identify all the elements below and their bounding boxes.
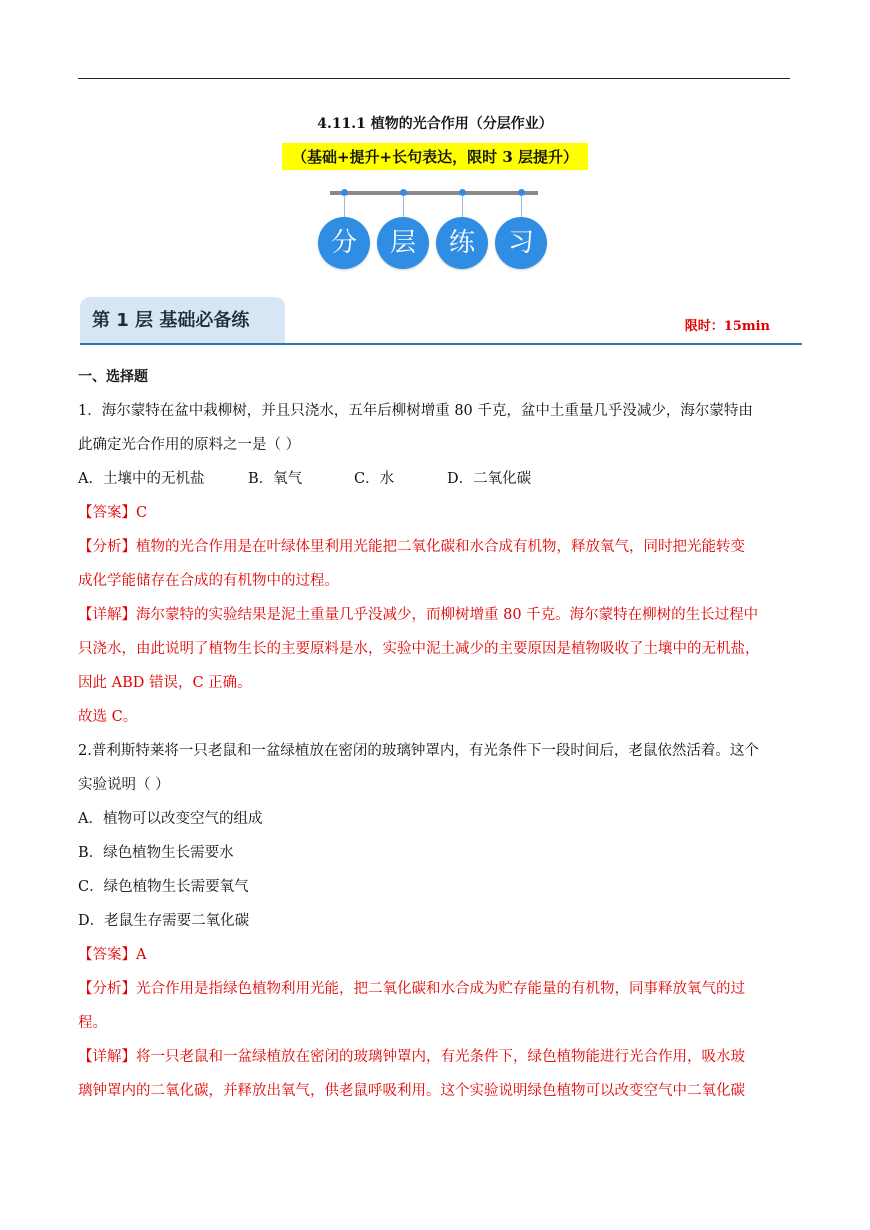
q2-stem: 2.普利斯特莱将一只老鼠和一盆绿植放在密闭的玻璃钟罩内，有光条件下一段时间后，老鼠依然活着。这个	[78, 743, 759, 759]
banner-char: 层	[377, 217, 429, 269]
q1-stem: 此确定光合作用的原料之一是（ ）	[78, 437, 301, 453]
banner-char: 练	[436, 217, 488, 269]
practice-banner	[318, 187, 552, 277]
page-title: 4.11.1 植物的光合作用（分层作业）	[317, 116, 553, 132]
q2-detail: 【详解】将一只老鼠和一盆绿植放在密闭的玻璃钟罩内，有光条件下，绿色植物能进行光合作用，吸水玻	[78, 1049, 745, 1065]
page-subtitle: （基础+提升+长句表达，限时 3 层提升）	[282, 143, 588, 170]
banner-line	[521, 195, 522, 219]
subtitle-wrap	[0, 143, 870, 170]
q2-option: C．绿色植物生长需要氧气	[78, 879, 249, 895]
level-rule	[80, 343, 802, 345]
q1-option: D．二氧化碳	[447, 471, 532, 487]
q2-detail: 璃钟罩内的二氧化碳，并释放出氧气，供老鼠呼吸利用。这个实验说明绿色植物可以改变空气中二氧化碳	[78, 1083, 745, 1099]
section-title: 一、选择题	[78, 369, 148, 385]
q2-stem: 实验说明（ ）	[78, 777, 170, 793]
banner-line	[344, 195, 345, 219]
q1-conclusion: 故选 C。	[78, 709, 138, 725]
q2-option: A．植物可以改变空气的组成	[78, 811, 263, 827]
q1-options	[78, 462, 794, 496]
time-limit: 限时：15min	[684, 319, 770, 334]
q1-answer: 【答案】C	[78, 505, 148, 521]
level-header	[80, 297, 802, 347]
q1-option: B．氧气	[248, 471, 303, 487]
banner-char: 习	[495, 217, 547, 269]
q1-option: C．水	[354, 471, 395, 487]
question-content	[78, 360, 794, 1108]
header-rule	[78, 78, 790, 79]
banner-bar	[330, 191, 538, 195]
q2-analysis: 【分析】光合作用是指绿色植物利用光能，把二氧化碳和水合成为贮存能量的有机物，同事释放氧气的过	[78, 981, 745, 997]
level-title: 第 1 层 基础必备练	[80, 297, 285, 343]
q1-analysis: 成化学能储存在合成的有机物中的过程。	[78, 573, 339, 589]
q1-detail: 只浇水，由此说明了植物生长的主要原料是水，实验中泥土减少的主要原因是植物吸收了土壤中的无机盐，	[78, 641, 760, 657]
banner-line	[403, 195, 404, 219]
q1-option: A．土壤中的无机盐	[78, 471, 205, 487]
q1-analysis: 【分析】植物的光合作用是在叶绿体里利用光能把二氧化碳和水合成有机物，释放氧气，同时把光能转变	[78, 539, 745, 555]
q2-analysis: 程。	[78, 1015, 107, 1031]
q1-detail: 【详解】海尔蒙特的实验结果是泥土重量几乎没减少，而柳树增重 80 千克。海尔蒙特在柳树的生长过程中	[78, 607, 759, 623]
q2-option: D．老鼠生存需要二氧化碳	[78, 913, 250, 929]
banner-char: 分	[318, 217, 370, 269]
q2-answer: 【答案】A	[78, 947, 147, 963]
q1-stem: 1．海尔蒙特在盆中栽柳树，并且只浇水，五年后柳树增重 80 千克，盆中土重量几乎没减少，海尔蒙特由	[78, 403, 753, 419]
banner-line	[462, 195, 463, 219]
q2-option: B．绿色植物生长需要水	[78, 845, 234, 861]
q1-detail: 因此 ABD 错误，C 正确。	[78, 675, 252, 691]
